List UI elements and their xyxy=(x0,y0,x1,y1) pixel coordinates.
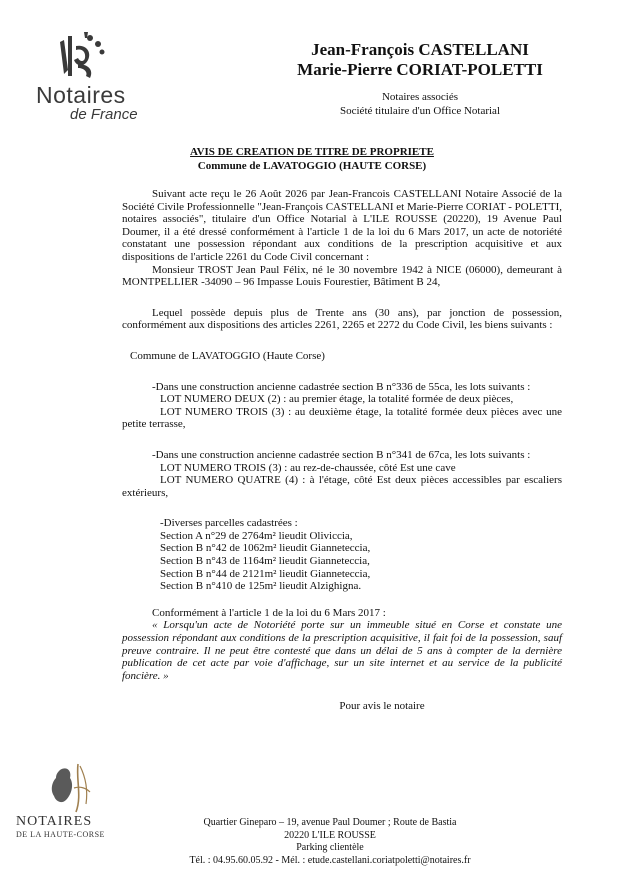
notice-title-line-1: AVIS DE CREATION DE TITRE DE PROPRIETE xyxy=(190,146,434,158)
parcel-item: Section B n°43 de 1164m² lieudit Gianneteccia, xyxy=(160,555,370,568)
paragraph-owner: Monsieur TROST Jean Paul Félix, né le 30 novembre 1942 à NICE (06000), demeurant à MONTPELLIER -34090 – 96 Impasse Louis Fourestier, Bâtiment B 24, xyxy=(122,263,562,289)
corsica-emblem-icon xyxy=(16,760,116,816)
parcel-item: Section A n°29 de 2764m² lieudit Oliviccia, xyxy=(160,529,353,542)
notaires-de-france-logo xyxy=(28,30,148,130)
logo-text-haute-corse: DE LA HAUTE-CORSE xyxy=(16,830,105,839)
footer-address xyxy=(180,817,480,867)
notary-subtitle xyxy=(250,90,590,118)
construction-2-lot-3: LOT NUMERO TROIS (3) : au rez-de-chaussée, côté Est une cave xyxy=(160,461,456,474)
notice-title xyxy=(40,145,584,173)
paragraph-possession: Lequel possède depuis plus de Trente ans (30 ans), par jonction de possession, conformément aux dispositions des articles 2261, 2265 et 2272 du Code Civil, les biens suivants : xyxy=(122,306,562,332)
law-intro: Conformément à l'article 1 de la loi du 6 Mars 2017 : xyxy=(152,606,386,619)
logo-text-de-france: de France xyxy=(70,106,138,123)
construction-1-lot-3: LOT NUMERO TROIS (3) : au deuxième étage, la totalité formée deux pièces avec une petite terrasse, xyxy=(122,405,562,431)
construction-2-lot-4: LOT NUMERO QUATRE (4) : à l'étage, côté Est deux pièces accessibles par escaliers extérieurs, xyxy=(122,474,562,499)
notary-name-2: Marie-Pierre CORIAT-POLETTI xyxy=(297,60,543,79)
parcel-item: Section B n°42 de 1062m² lieudit Gianneteccia, xyxy=(160,542,371,555)
footer-line-3: Parking clientèle xyxy=(296,842,364,853)
notice-body xyxy=(122,188,562,713)
notaires-haute-corse-logo xyxy=(16,760,116,840)
notary-name-1: Jean-François CASTELLANI xyxy=(311,40,529,59)
signoff: Pour avis le notaire xyxy=(339,700,425,713)
footer-line-1: Quartier Gineparo – 19, avenue Paul Doumer ; Route de Bastia xyxy=(203,817,457,828)
logo-text-notaires-caps: NOTAIRES xyxy=(16,814,93,829)
law-quote: « Lorsqu'un acte de Notoriété porte sur un immeuble situé en Corse et constate une possession répondant aux conditions de la prescription acquisitive, il fait foi de la possession, sauf preuve contraire. Il ne peut être contesté que dans un délai de 5 ans à compter de la dernière publication de cet acte par voie d'affichage, sur un site internet et au service de la publicité foncière. » xyxy=(122,619,562,682)
notice-title-line-2: Commune de LAVATOGGIO (HAUTE CORSE) xyxy=(197,160,427,172)
subtitle-line-2: Société titulaire d'un Office Notarial xyxy=(340,105,500,117)
footer-line-4: Tél. : 04.95.60.05.92 - Mél. : etude.castellani.coriatpoletti@notaires.fr xyxy=(189,854,471,866)
construction-1-lot-2: LOT NUMERO DEUX (2) : au premier étage, la totalité formée de deux pièces, xyxy=(160,393,514,406)
parcels-intro: -Diverses parcelles cadastrées : xyxy=(160,517,298,530)
parcel-item: Section B n°44 de 2121m² lieudit Gianneteccia, xyxy=(160,567,371,580)
notaires-emblem-icon xyxy=(28,30,148,86)
commune-line: Commune de LAVATOGGIO (Haute Corse) xyxy=(130,349,325,362)
logo-text-notaires: Notaires xyxy=(36,82,126,108)
construction-1-intro: -Dans une construction ancienne cadastrée section B n°336 de 55ca, les lots suivants : xyxy=(152,380,531,393)
paragraph-deed: Suivant acte reçu le 26 Août 2026 par Jean-Francois CASTELLANI Notaire Associé de la Société Civile Professionnelle "Jean-François CASTELLANI et Marie-Pierre CORIAT - POLETTI, notaires associés", titulaire d'un Office Notarial à L'ILE ROUSSE (20220), 19 Avenue Paul Doumer, il a été dressé conformément à l'article 1 de la loi du 6 Mars 2017, un acte de notoriété constatant une possession répondant aux conditions de la prescription acquisitive et aux dispositions de l'article 2261 du Code Civil concernant : xyxy=(122,188,562,263)
notary-names xyxy=(250,40,590,80)
subtitle-line-1: Notaires associés xyxy=(381,91,459,103)
construction-2-intro: -Dans une construction ancienne cadastrée section B n°341 de 67ca, les lots suivants : xyxy=(152,448,531,461)
footer-line-2: 20220 L'ILE ROUSSE xyxy=(284,829,376,841)
parcel-item: Section B n°410 de 125m² lieudit Alzighigna. xyxy=(160,580,362,593)
